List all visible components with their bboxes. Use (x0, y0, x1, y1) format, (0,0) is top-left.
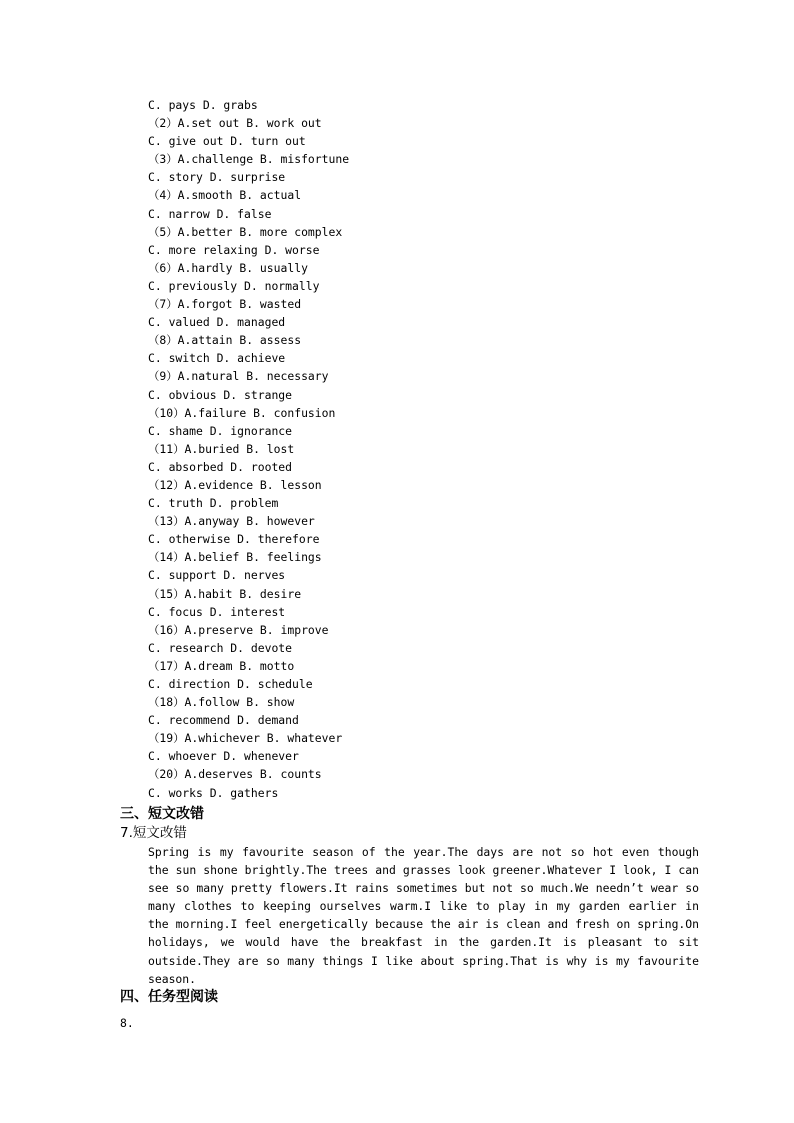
question-number: 8. (120, 1016, 134, 1030)
error-correction-passage: Spring is my favourite season of the year.The days are not so hot even though the sun shone brightly.The trees and grasses look greener.Whatever I look, I can see so many pretty flowers.It rains sometimes but not so much.We needn’t wear so many clothes to keeping ourselves warm.I like to play in my garden earlier in the morning.I feel energetically because the air is clean and fresh on spring.On holidays, we would have the breakfast in the garden.It is pleasant to sit outside.They are so many things I like about spring.That is why is my favourite season. (148, 845, 699, 986)
option-line: C. truth D. problem (148, 496, 279, 511)
option-line: C. obvious D. strange (148, 387, 293, 402)
option-line: C. shame D. ignorance (148, 423, 293, 438)
option-line: C. narrow D. false (148, 206, 272, 221)
option-line: （16）A.preserve B. improve (148, 622, 329, 637)
option-line: （3）A.challenge B. misfortune (148, 152, 350, 167)
option-line: （18）A.follow B. show (148, 695, 295, 710)
option-line: C. absorbed D. rooted (148, 459, 293, 474)
option-line: （11）A.buried B. lost (148, 441, 295, 456)
option-line: C. more relaxing D. worse (148, 242, 320, 257)
section-3-subheading: 7.短文改错 (120, 825, 187, 841)
option-line: C. previously D. normally (148, 278, 320, 293)
option-line: C. otherwise D. therefore (148, 532, 320, 547)
option-line: C. pays D. grabs (148, 98, 258, 112)
option-line: （8）A.attain B. assess (148, 333, 302, 348)
option-line: C. research D. devote (148, 640, 293, 655)
option-line: C. story D. surprise (148, 170, 286, 185)
option-line: （19）A.whichever B. whatever (148, 731, 343, 746)
option-line: （6）A.hardly B. usually (148, 260, 308, 275)
option-line: （2）A.set out B. work out (148, 116, 322, 131)
option-line: （14）A.belief B. feelings (148, 550, 322, 565)
option-line: C. recommend D. demand (148, 713, 299, 728)
option-line: C. whoever D. whenever (148, 749, 299, 764)
option-line: （7）A.forgot B. wasted (148, 297, 302, 312)
section-4-heading: 四、任务型阅读 (120, 989, 218, 1005)
option-line: C. switch D. achieve (148, 351, 286, 366)
option-line: （9）A.natural B. necessary (148, 369, 329, 384)
option-line: C. valued D. managed (148, 315, 286, 330)
option-line: （15）A.habit B. desire (148, 586, 302, 601)
option-line: （13）A.anyway B. however (148, 514, 315, 529)
section-3-heading: 三、短文改错 (120, 806, 204, 822)
option-line: C. give out D. turn out (148, 134, 306, 149)
option-line: （4）A.smooth B. actual (148, 188, 302, 203)
option-line: C. support D. nerves (148, 568, 286, 583)
option-line: （20）A.deserves B. counts (148, 767, 322, 782)
option-line: （5）A.better B. more complex (148, 224, 343, 239)
option-line: （12）A.evidence B. lesson (148, 477, 322, 492)
option-line: （17）A.dream B. motto (148, 658, 295, 673)
cloze-options-list (148, 96, 349, 802)
option-line: （10）A.failure B. confusion (148, 405, 336, 420)
option-line: C. direction D. schedule (148, 677, 313, 691)
option-line: C. focus D. interest (148, 604, 286, 619)
option-line: C. works D. gathers (148, 785, 279, 800)
